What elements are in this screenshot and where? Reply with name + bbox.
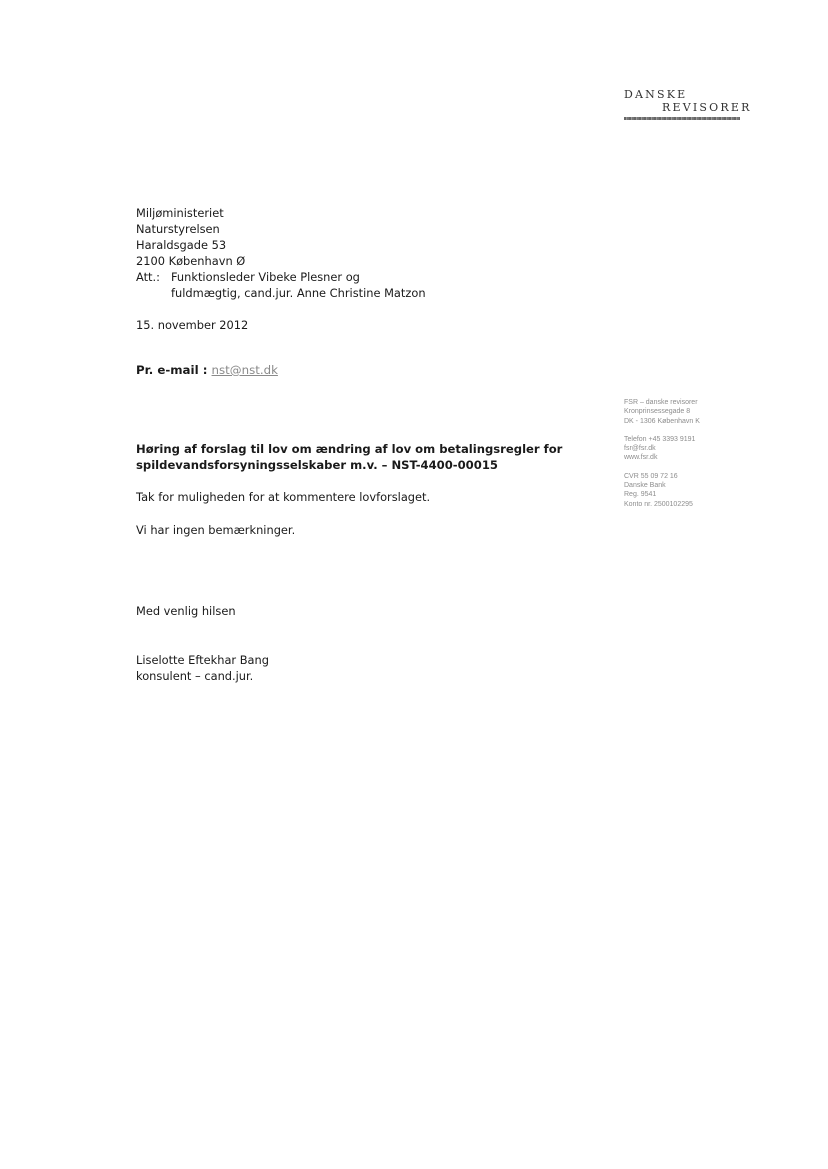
sidebar-org-block bbox=[624, 398, 700, 426]
company-info-sidebar bbox=[624, 398, 700, 518]
sidebar-line: Telefon +45 3393 9191 bbox=[624, 435, 696, 443]
sidebar-bank-block bbox=[624, 472, 700, 509]
address-line: Miljøministeriet bbox=[136, 206, 224, 220]
attention-label: Att.: bbox=[136, 270, 160, 284]
sidebar-line: fsr@fsr.dk bbox=[624, 445, 656, 453]
attention-line bbox=[136, 269, 426, 285]
address-line: Naturstyrelsen bbox=[136, 222, 220, 236]
logo-text-line1: DANSKE bbox=[624, 88, 688, 101]
address-line: 2100 København Ø bbox=[136, 254, 246, 268]
attention-recipient-2: fuldmægtig, cand.jur. Anne Christine Matzon bbox=[171, 286, 426, 300]
email-link[interactable]: nst@nst.dk bbox=[211, 363, 278, 377]
signer-name: Liselotte Eftekhar Bang bbox=[136, 653, 269, 667]
email-label: Pr. e-mail : bbox=[136, 363, 208, 377]
sidebar-line: FSR – danske revisorer bbox=[624, 399, 698, 406]
logo-rule bbox=[624, 117, 740, 120]
address-line: Haraldsgade 53 bbox=[136, 238, 227, 252]
sidebar-line: Konto nr. 2500102295 bbox=[624, 500, 693, 508]
body-paragraph-no-comments: Vi har ingen bemærkninger. bbox=[136, 523, 296, 537]
subject-line-2: spildevandsforsyningsselskaber m.v. – NST-4400-00015 bbox=[136, 458, 498, 472]
sidebar-line: Reg. 9541 bbox=[624, 491, 657, 499]
letter-date: 15. november 2012 bbox=[136, 318, 249, 332]
body-paragraph-thanks: Tak for muligheden for at kommentere lovforslaget. bbox=[136, 490, 431, 504]
letter-subject bbox=[136, 441, 562, 473]
sidebar-line: CVR 55 09 72 16 bbox=[624, 472, 678, 480]
sidebar-line: DK - 1306 København K bbox=[624, 417, 700, 425]
closing-salutation: Med venlig hilsen bbox=[136, 604, 236, 618]
sidebar-line: Kronprinsessegade 8 bbox=[624, 408, 691, 416]
subject-line-1: Høring af forslag til lov om ændring af lov om betalingsregler for bbox=[136, 442, 563, 456]
signer-title: konsulent – cand.jur. bbox=[136, 669, 254, 683]
sidebar-contact-block bbox=[624, 435, 700, 463]
sidebar-line: Danske Bank bbox=[624, 482, 666, 490]
logo-text-line2: REVISORER bbox=[662, 101, 752, 114]
signature-block bbox=[136, 652, 269, 684]
email-line bbox=[136, 362, 278, 378]
company-logo bbox=[624, 88, 752, 120]
recipient-address bbox=[136, 205, 426, 301]
attention-recipient-1: Funktionsleder Vibeke Plesner og bbox=[171, 270, 360, 284]
sidebar-line: www.fsr.dk bbox=[624, 454, 658, 462]
